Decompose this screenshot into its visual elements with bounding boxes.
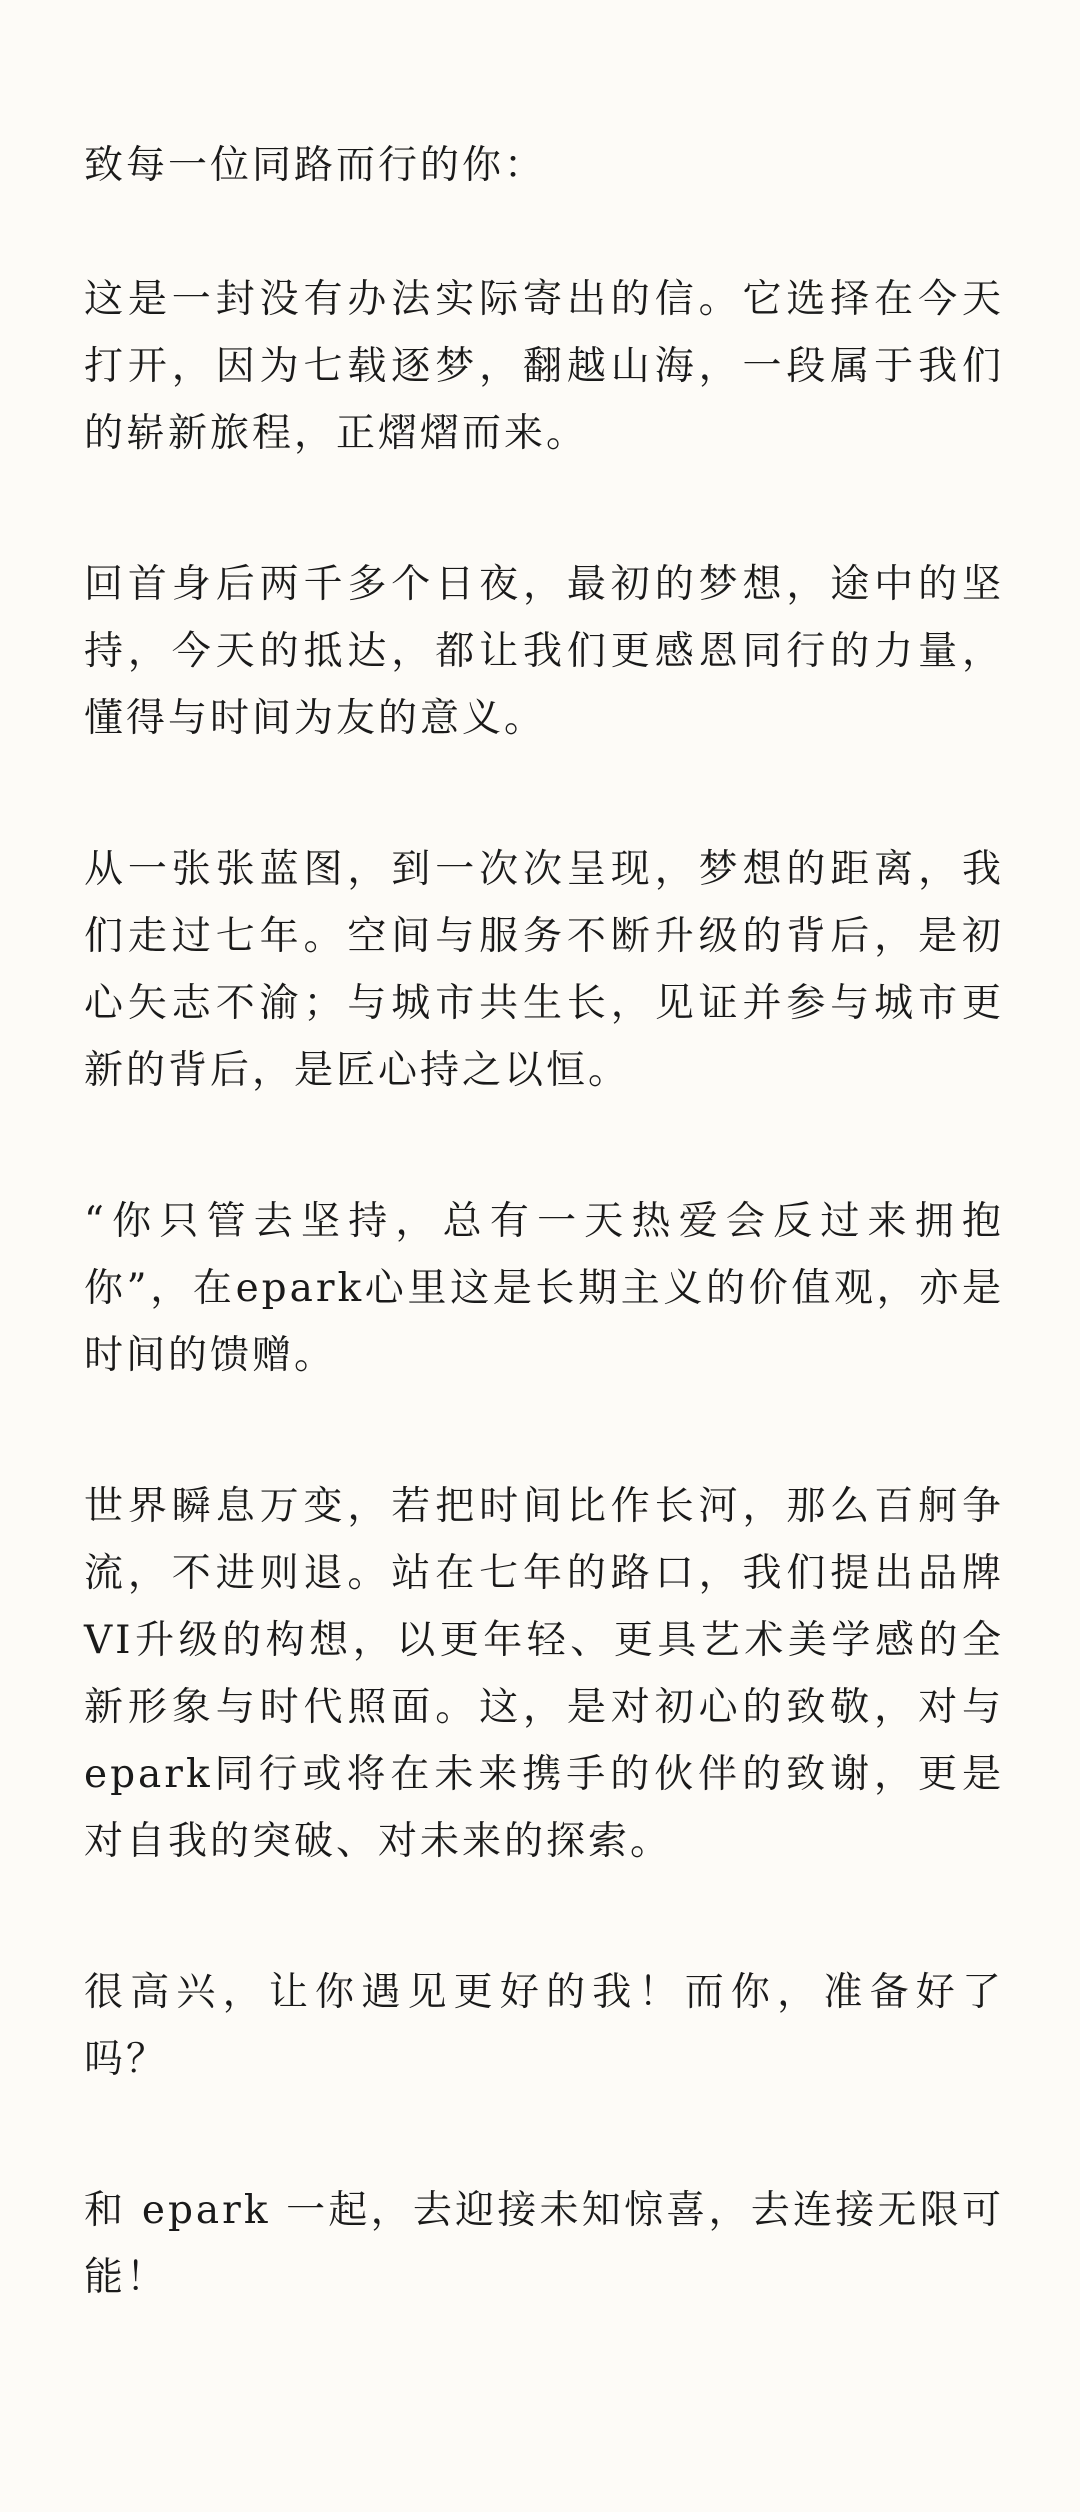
letter-body xyxy=(84,132,1004,2311)
letter-paragraph-4: “你只管去坚持，总有一天热爱会反过来拥抱你”，在epark心里这是长期主义的价值观，亦是时间的馈赠。 xyxy=(84,1199,1004,1378)
letter-paragraph-3: 从一张张蓝图，到一次次呈现，梦想的距离，我们走过七年。空间与服务不断升级的背后，是初心矢志不渝；与城市共生长，见证并参与城市更新的背后，是匠心持之以恒。 xyxy=(84,847,1004,1093)
letter-paragraph-2: 回首身后两千多个日夜，最初的梦想，途中的坚持，今天的抵达，都让我们更感恩同行的力量，懂得与时间为友的意义。 xyxy=(84,562,1004,741)
letter-paragraph-7: 和 epark 一起，去迎接未知惊喜，去连接无限可能！ xyxy=(84,2188,1004,2300)
letter-paragraph-6: 很高兴，让你遇见更好的我！而你，准备好了吗？ xyxy=(84,1970,1004,2082)
letter-paragraph-1: 这是一封没有办法实际寄出的信。它选择在今天打开，因为七载逐梦，翻越山海，一段属于我们的崭新旅程，正熠熠而来。 xyxy=(84,277,1004,456)
letter-greeting: 致每一位同路而行的你： xyxy=(84,143,547,188)
letter-paragraph-5: 世界瞬息万变，若把时间比作长河，那么百舸争流，不进则退。站在七年的路口，我们提出品牌VI升级的构想，以更年轻、更具艺术美学感的全新形象与时代照面。这，是对初心的致敬，对与epark同行或将在未来携手的伙伴的致谢，更是对自我的突破、对未来的探索。 xyxy=(84,1484,1004,1864)
